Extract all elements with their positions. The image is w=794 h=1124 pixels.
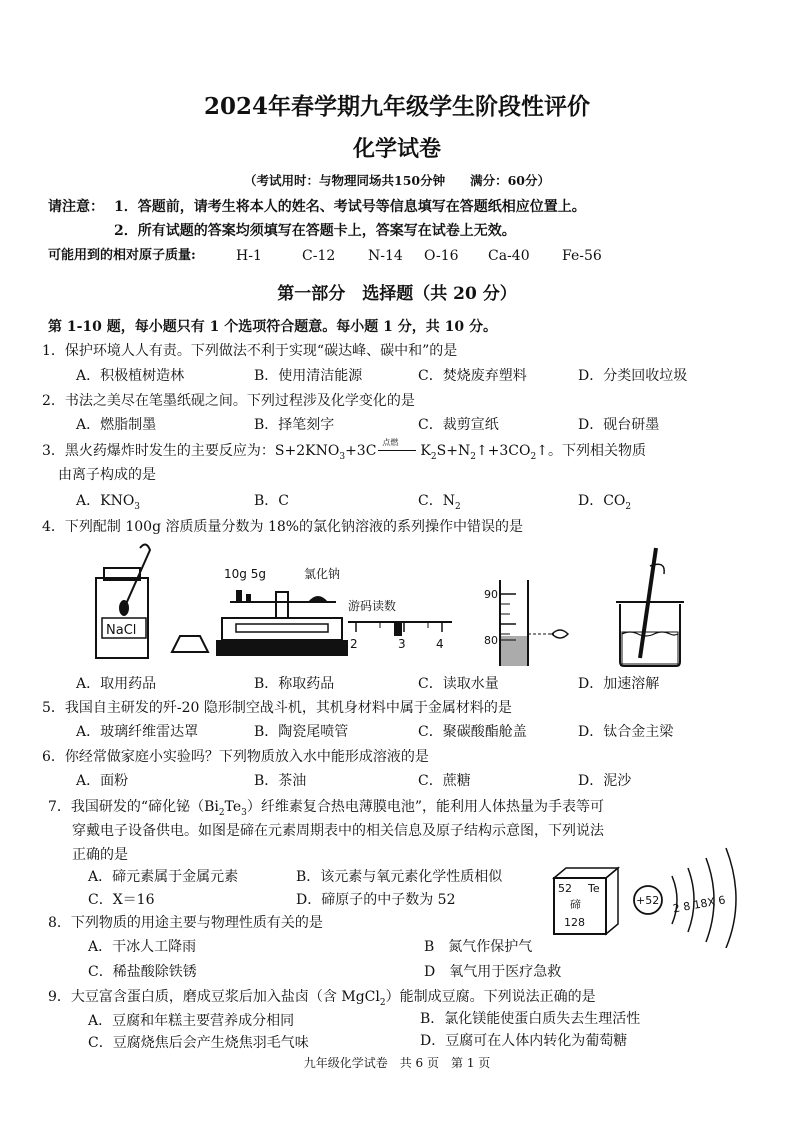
q9-option-b: B．氯化镁能使蛋白质失去生理活性 [420, 1011, 641, 1027]
page-footer: 九年级化学试卷 共 6 页 第 1 页 [303, 1056, 491, 1070]
tellurium-figure [550, 826, 770, 948]
q1-option-c: C．焚烧废弃塑料 [418, 368, 527, 384]
cylinder-mark-80: 80 [484, 634, 498, 647]
atomic-structure-diagram [634, 848, 736, 948]
q5-option-a: A．玻璃纤维雷达罩 [76, 724, 199, 740]
exam-title: 2024年春学期九年级学生阶段性评价 [203, 93, 590, 120]
q5-option-d: D．钛合金主梁 [578, 724, 674, 740]
medicine-spoon [126, 544, 150, 604]
beaker-figure [616, 548, 684, 666]
q3-option-b: B．C [254, 493, 289, 509]
q1-option-b: B．使用清洁能源 [254, 368, 363, 384]
balance-body [222, 618, 342, 640]
sodium-chloride-label: 氯化钠 [304, 567, 341, 581]
notice-item-2: 2．所有试题的答案均须填写在答题卡上，答案写在试卷上无效。 [114, 223, 516, 239]
q6-option-a: A．面粉 [76, 773, 129, 789]
q3-option-d: D．$CO_2$ [578, 493, 632, 512]
notice-label: 请注意： [48, 199, 104, 215]
q3-option-c: C．$N_2$ [418, 493, 461, 512]
q5-option-b: B．陶瓷尾喷管 [254, 724, 349, 740]
q1-option-d: D．分类回收垃圾 [578, 368, 688, 384]
atomic-mass-o: O-16 [424, 248, 459, 264]
atomic-mass-label: 可能用到的相对原子质量: [48, 248, 196, 263]
q1-stem: 1．保护环境人人有责。下列做法不利于实现“碳达峰、碳中和”的是 [42, 343, 458, 359]
q4-option-a: A．取用药品 [76, 676, 157, 692]
q8-stem: 8．下列物质的用途主要与物理性质有关的是 [48, 915, 323, 931]
q4-figures [80, 540, 720, 670]
atomic-number: 52 [558, 882, 572, 895]
bottle-label-text: NaCl [106, 623, 137, 638]
q4-option-d: D．加速溶解 [578, 676, 660, 692]
rider-reading-label: 游码读数 [348, 599, 397, 613]
q4-option-b: B．称取药品 [254, 676, 335, 692]
atomic-mass: 128 [564, 916, 585, 929]
q3-option-a: A．$KNO_3$ [76, 493, 141, 512]
q7-option-d: D．碲原子的中子数为 52 [296, 892, 456, 908]
q6-stem: 6．你经常做家庭小实验吗？下列物质放入水中能形成溶液的是 [42, 749, 429, 765]
beaker-solution [622, 632, 678, 664]
reagent-bottle-figure [96, 544, 208, 658]
q4-option-c: C．读取水量 [418, 676, 499, 692]
cylinder-liquid [501, 636, 527, 666]
bottle-stopper [172, 636, 208, 652]
q2-option-a: A．燃脂制墨 [76, 417, 157, 433]
cylinder-mark-90: 90 [484, 588, 498, 601]
q7-stem-line2: 穿戴电子设备供电。如图是碲在元素周期表中的相关信息及原子结构示意图，下列说法 [72, 823, 604, 839]
q7-stem: 7．我国研发的“碲化铋$(Bi_2Te_3)$纤维素复合热电薄膜电池”，能利用人体热量为手表等可 [48, 799, 605, 818]
q1-option-a: A．积极植树造林 [76, 368, 185, 384]
q5-stem: 5．我国自主研发的歼-20 隐形制空战斗机，其机身材料中属于金属材料的是 [42, 700, 512, 716]
weight-5g [246, 594, 251, 602]
balance-base [216, 640, 348, 656]
salt-pile [308, 596, 328, 602]
q8-option-d: D 氧气用于医疗急救 [424, 964, 562, 980]
q3-stem-line2: 由离子构成的是 [58, 467, 156, 483]
atomic-mass-c: C-12 [302, 248, 336, 264]
cylinder-figure [484, 580, 568, 666]
q9-option-a: A．豆腐和年糕主要营养成分相同 [88, 1013, 295, 1029]
notice-item-1: 1．答题前，请考生将本人的姓名、考试号等信息填写在答题纸相应位置上。 [114, 199, 586, 215]
weight-10g [236, 590, 242, 602]
atomic-mass-fe: Fe-56 [562, 248, 602, 264]
q6-option-d: D．泥沙 [578, 773, 632, 789]
balance-figure [216, 566, 452, 656]
exam-subject: 化学试卷 [352, 136, 441, 162]
rider [394, 622, 402, 636]
q7-option-b: B．该元素与氧元素化学性质相似 [296, 869, 503, 885]
atomic-mass-h: H-1 [236, 248, 262, 264]
q8-option-b: B 氮气作保护气 [424, 939, 533, 955]
q7-option-c: C．X＝16 [88, 892, 155, 908]
q9-option-d: D．豆腐可在人体内转化为葡萄糖 [420, 1033, 628, 1049]
eye-icon [552, 630, 568, 638]
exam-info: （考试用时：与物理同场共150分钟 满分：60分） [244, 173, 550, 188]
q2-option-c: C．裁剪宣纸 [418, 417, 499, 433]
q6-option-b: B．茶油 [254, 773, 307, 789]
rider-tick-4: 4 [436, 637, 444, 651]
element-name: 碲 [570, 898, 581, 911]
q8-option-a: A．干冰人工降雨 [88, 939, 197, 955]
electron-shells: 2 8 18X 6 [671, 893, 727, 916]
q6-option-c: C．蔗糖 [418, 773, 471, 789]
balance-pillar [276, 592, 288, 618]
q7-stem-line3: 正确的是 [72, 847, 128, 863]
q2-stem: 2．书法之美尽在笔墨纸砚之间。下列过程涉及化学变化的是 [42, 393, 415, 409]
spoon-head [119, 600, 129, 616]
q9-stem: 9．大豆富含蛋白质，磨成豆浆后加入盐卤（含 MgCl$_2$）能制成豆腐。下列说法正确的是 [48, 989, 596, 1008]
section-1-title: 第一部分 选择题（共 20 分） [277, 284, 517, 304]
q2-option-d: D．砚台研墨 [578, 417, 660, 433]
q4-stem: 4．下列配制 100g 溶质质量分数为 18%的氯化钠溶液的系列操作中错误的是 [42, 519, 524, 535]
q3-reaction-arrow: 点燃 [378, 444, 418, 458]
q5-option-c: C．聚碳酸酯舱盖 [418, 724, 527, 740]
q9-option-c: C．豆腐烧焦后会产生烧焦羽毛气味 [88, 1035, 309, 1051]
q7-option-a: A．碲元素属于金属元素 [88, 869, 239, 885]
weights-label: 10g 5g [224, 567, 266, 581]
q8-option-c: C．稀盐酸除铁锈 [88, 964, 197, 980]
element-symbol: Te [588, 882, 600, 895]
nuclear-charge: +52 [636, 894, 660, 907]
rider-scale [236, 624, 328, 632]
q2-option-b: B．择笔刻字 [254, 417, 335, 433]
atomic-mass-n: N-14 [368, 248, 403, 264]
atomic-mass-ca: Ca-40 [488, 248, 530, 264]
rider-tick-2: 2 [350, 637, 358, 651]
section-1-instruction: 第 1-10 题，每小题只有 1 个选项符合题意。每小题 1 分，共 10 分。 [48, 319, 497, 335]
periodic-table-cell [554, 868, 618, 934]
rider-tick-3: 3 [398, 637, 406, 651]
q3-stem: 3．黑火药爆炸时发生的主要反应为：$S+2KNO_3+3C$ 点燃 $K_2S+N_2↑+3CO_2↑$。下列相关物质 [42, 438, 646, 462]
